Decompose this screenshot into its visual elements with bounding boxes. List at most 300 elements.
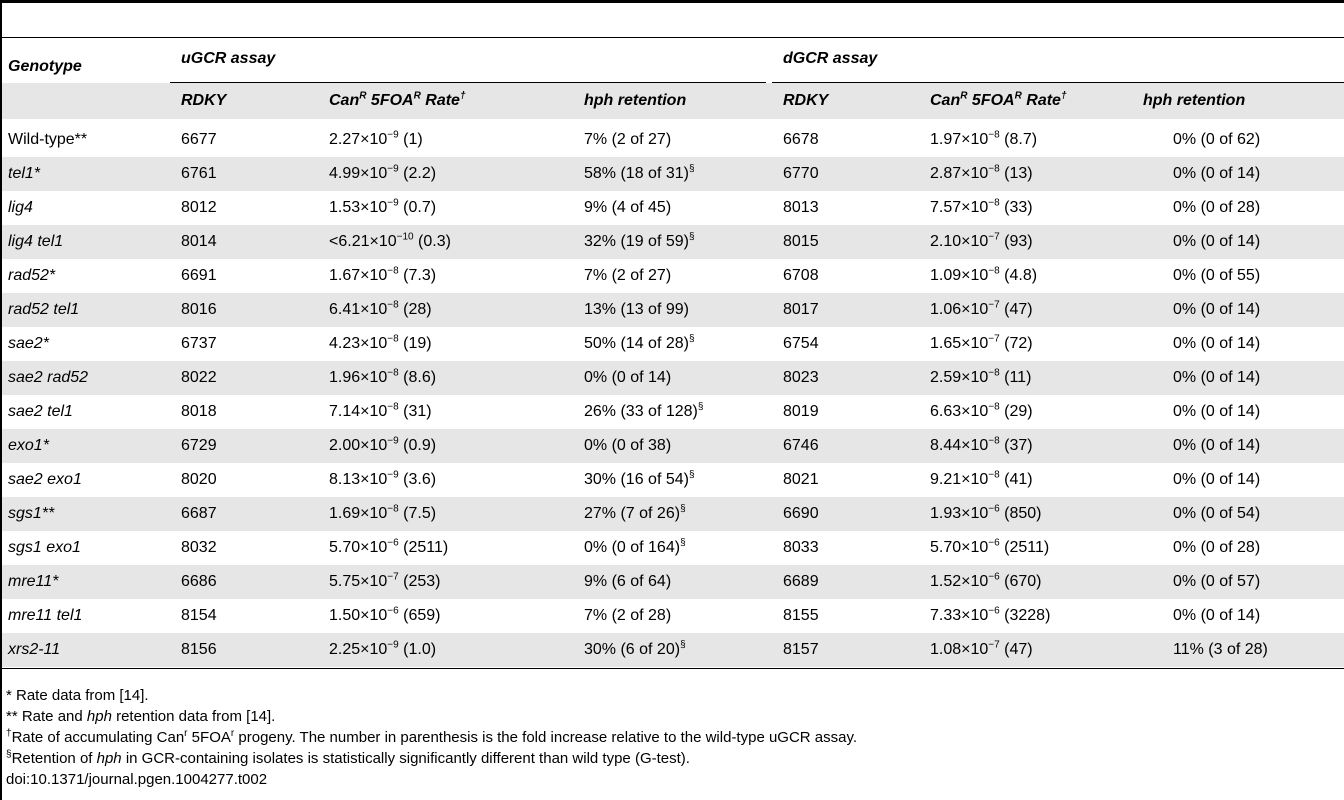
rate-mantissa: 1.65 bbox=[930, 335, 962, 352]
table-row bbox=[2, 395, 1344, 429]
rate-times: ×10 bbox=[961, 437, 989, 454]
d-rate bbox=[930, 640, 1033, 660]
d-rdky-cell: 8019 bbox=[783, 403, 819, 420]
d-rdky-cell: 6708 bbox=[783, 267, 819, 284]
doi-link[interactable]: doi:10.1371/journal.pgen.1004277.t002 bbox=[6, 771, 268, 788]
rate-less-than: < bbox=[329, 233, 339, 250]
header-d-hph: hph retention bbox=[1143, 92, 1246, 109]
rate-mantissa: 6.21 bbox=[338, 233, 370, 250]
u-hph-cell bbox=[584, 300, 689, 320]
rate-exponent: −8 bbox=[387, 401, 399, 413]
u-rate bbox=[329, 640, 436, 660]
rate-mantissa: 1.96 bbox=[329, 369, 361, 386]
u-rate bbox=[329, 504, 436, 524]
rate-times: ×10 bbox=[360, 505, 388, 522]
rate-mantissa: 2.59 bbox=[930, 369, 962, 386]
rate-exponent: −8 bbox=[387, 503, 399, 515]
rate-mantissa: 2.10 bbox=[930, 233, 962, 250]
header-u-hph: hph retention bbox=[584, 92, 687, 109]
rate-fold: (850) bbox=[1004, 505, 1042, 522]
rate-fold: (2.2) bbox=[403, 165, 437, 182]
u-hph-value: 30% (16 of 54) bbox=[584, 471, 689, 488]
rate-fold: (253) bbox=[403, 573, 441, 590]
d-rdky-cell: 6754 bbox=[783, 335, 819, 352]
rate-times: ×10 bbox=[961, 539, 989, 556]
d-rdky-cell: 8013 bbox=[783, 199, 819, 216]
rate-fold: (2511) bbox=[1004, 539, 1050, 556]
u-rdky-cell: 8016 bbox=[181, 301, 217, 318]
rate-exponent: −9 bbox=[387, 163, 399, 175]
rate-times: ×10 bbox=[961, 369, 989, 386]
footnote-rate-hph: ** Rate and hph retention data from [14]. bbox=[6, 708, 276, 725]
d-rdky-cell: 6690 bbox=[783, 505, 819, 522]
u-hph-cell bbox=[584, 198, 671, 218]
genotype-cell: sae2 exo1 bbox=[8, 471, 82, 488]
significance-mark: § bbox=[680, 537, 686, 549]
rate-exponent: −6 bbox=[988, 537, 1000, 549]
d-rate bbox=[930, 504, 1042, 524]
rate-mantissa: 1.06 bbox=[930, 301, 962, 318]
rate-mantissa: 9.21 bbox=[930, 471, 962, 488]
rate-exponent: −8 bbox=[988, 265, 1000, 277]
rate-exponent: −6 bbox=[387, 537, 399, 549]
u-hph-value: 30% (6 of 20) bbox=[584, 641, 681, 658]
rate-times: ×10 bbox=[961, 267, 989, 284]
rate-fold: (28) bbox=[403, 301, 432, 318]
rate-exponent: −6 bbox=[988, 503, 1000, 515]
d-hph-cell: 0% (0 of 57) bbox=[1173, 573, 1261, 590]
rate-exponent: −6 bbox=[387, 605, 399, 617]
d-rate bbox=[930, 606, 1050, 626]
u-hph-cell bbox=[584, 538, 686, 558]
rate-times: ×10 bbox=[360, 335, 388, 352]
d-hph-cell: 0% (0 of 14) bbox=[1173, 403, 1261, 420]
rate-mantissa: 1.09 bbox=[930, 267, 962, 284]
d-rate bbox=[930, 266, 1037, 286]
u-rate bbox=[329, 232, 451, 252]
table-row bbox=[2, 157, 1344, 191]
rate-exponent: −8 bbox=[988, 469, 1000, 481]
u-rate bbox=[329, 538, 448, 558]
d-rdky-cell: 8033 bbox=[783, 539, 819, 556]
rate-exponent: −8 bbox=[988, 163, 1000, 175]
u-rate bbox=[329, 300, 432, 320]
significance-mark: § bbox=[688, 163, 695, 175]
u-hph-value: 7% (2 of 27) bbox=[584, 131, 672, 148]
rate-exponent: −8 bbox=[988, 367, 1000, 379]
rate-exponent: −7 bbox=[387, 571, 399, 583]
rate-times: ×10 bbox=[961, 573, 989, 590]
rate-times: ×10 bbox=[360, 403, 388, 420]
d-rdky-cell: 8017 bbox=[783, 301, 819, 318]
d-rate bbox=[930, 470, 1033, 490]
rate-mantissa: 1.53 bbox=[329, 199, 361, 216]
u-hph-value: 7% (2 of 27) bbox=[584, 267, 672, 284]
u-rate bbox=[329, 436, 436, 456]
header-u-rate: Can$^R$ $5FOA^R$ Rate† bbox=[329, 90, 466, 109]
rate-fold: (47) bbox=[1004, 641, 1033, 658]
rate-times: ×10 bbox=[360, 131, 388, 148]
rate-exponent: −8 bbox=[387, 299, 399, 311]
header-d-rate: Can$^R$ $5FOA^R$ Rate† bbox=[930, 90, 1067, 109]
table-row bbox=[2, 599, 1344, 633]
table-row bbox=[2, 327, 1344, 361]
rate-times: ×10 bbox=[360, 437, 388, 454]
rate-times: ×10 bbox=[961, 641, 989, 658]
u-hph-value: 7% (2 of 28) bbox=[584, 607, 672, 624]
d-rate bbox=[930, 334, 1033, 354]
genotype-cell: exo1* bbox=[8, 437, 49, 454]
rate-mantissa: 2.00 bbox=[329, 437, 361, 454]
u-rate bbox=[329, 266, 436, 286]
significance-mark: § bbox=[688, 231, 695, 243]
header-genotype: Genotype bbox=[8, 58, 82, 75]
table-row bbox=[2, 293, 1344, 327]
table-row bbox=[2, 565, 1344, 599]
rate-times: ×10 bbox=[360, 165, 388, 182]
rate-mantissa: 5.70 bbox=[930, 539, 962, 556]
table-row bbox=[2, 259, 1344, 293]
header-dgcr-assay: dGCR assay bbox=[783, 50, 878, 67]
rate-fold: (2511) bbox=[403, 539, 449, 556]
rate-exponent: −9 bbox=[387, 197, 399, 209]
rate-exponent: −8 bbox=[387, 367, 399, 379]
footnote-rate-data: * Rate data from [14]. bbox=[6, 687, 149, 704]
table-row bbox=[2, 361, 1344, 395]
rate-exponent: −8 bbox=[988, 435, 1000, 447]
u-rate bbox=[329, 606, 441, 626]
d-hph-cell: 0% (0 of 28) bbox=[1173, 539, 1261, 556]
rate-times: ×10 bbox=[961, 471, 989, 488]
u-hph-cell bbox=[584, 368, 671, 388]
rate-fold: (72) bbox=[1004, 335, 1033, 352]
u-hph-value: 58% (18 of 31) bbox=[584, 165, 689, 182]
rate-exponent: −7 bbox=[988, 231, 1000, 243]
u-hph-cell bbox=[584, 266, 671, 286]
rate-times: ×10 bbox=[961, 199, 989, 216]
rate-times: ×10 bbox=[961, 607, 989, 624]
genotype-cell: lig4 tel1 bbox=[8, 233, 64, 250]
rate-fold: (33) bbox=[1004, 199, 1033, 216]
u-hph-value: 0% (0 of 164) bbox=[584, 539, 681, 556]
subheader-row bbox=[2, 83, 1344, 119]
u-hph-value: 0% (0 of 14) bbox=[584, 369, 672, 386]
u-hph-cell bbox=[584, 334, 695, 354]
genotype-cell: mre11 tel1 bbox=[8, 607, 83, 624]
rate-fold: (3228) bbox=[1004, 607, 1051, 624]
significance-mark: § bbox=[680, 503, 686, 515]
rate-fold: (7.5) bbox=[403, 505, 437, 522]
table-row bbox=[2, 225, 1344, 259]
rate-times: ×10 bbox=[961, 131, 989, 148]
genotype-cell: rad52* bbox=[8, 267, 56, 284]
rate-fold: (0.7) bbox=[403, 199, 437, 216]
u-hph-cell bbox=[584, 606, 671, 626]
footnote-dagger: †Rate of accumulating Can$^r$ 5FOA$^r$ progeny. The number in parenthesis is the fold increase relative to the wild-type uGCR assay. bbox=[6, 728, 858, 746]
u-hph-value: 32% (19 of 59) bbox=[584, 233, 689, 250]
rate-times: ×10 bbox=[961, 233, 989, 250]
rate-fold: (7.3) bbox=[403, 267, 437, 284]
d-hph-cell: 11% (3 of 28) bbox=[1173, 641, 1268, 658]
u-hph-value: 26% (33 of 128) bbox=[584, 403, 698, 420]
u-hph-value: 13% (13 of 99) bbox=[584, 301, 689, 318]
rate-exponent: −7 bbox=[988, 333, 1000, 345]
rate-exponent: −10 bbox=[396, 231, 414, 243]
rate-mantissa: 5.70 bbox=[329, 539, 361, 556]
u-rdky-cell: 8022 bbox=[181, 369, 217, 386]
significance-mark: § bbox=[688, 469, 695, 481]
u-rate bbox=[329, 470, 436, 490]
rate-fold: (4.8) bbox=[1004, 267, 1038, 284]
d-rate bbox=[930, 436, 1033, 456]
d-rate bbox=[930, 538, 1049, 558]
d-rate bbox=[930, 198, 1033, 218]
u-hph-cell bbox=[584, 232, 695, 252]
u-hph-cell bbox=[584, 164, 695, 184]
table-row bbox=[2, 123, 1344, 157]
top-border bbox=[0, 0, 1344, 3]
u-rdky-cell: 8018 bbox=[181, 403, 217, 420]
rate-mantissa: 2.25 bbox=[329, 641, 361, 658]
table-row bbox=[2, 497, 1344, 531]
genotype-cell: sgs1** bbox=[8, 505, 55, 522]
d-rdky-cell: 8155 bbox=[783, 607, 819, 624]
u-hph-cell bbox=[584, 436, 671, 456]
rate-mantissa: 1.08 bbox=[930, 641, 962, 658]
rate-times: ×10 bbox=[961, 505, 989, 522]
genotype-cell: lig4 bbox=[8, 199, 33, 216]
u-hph-value: 9% (4 of 45) bbox=[584, 199, 672, 216]
u-rdky-cell: 6687 bbox=[181, 505, 217, 522]
rate-fold: (8.6) bbox=[403, 369, 437, 386]
rate-fold: (13) bbox=[1004, 165, 1033, 182]
genotype-cell: tel1* bbox=[8, 165, 41, 182]
d-hph-cell: 0% (0 of 14) bbox=[1173, 369, 1261, 386]
rate-mantissa: 7.14 bbox=[329, 403, 361, 420]
d-hph-cell: 0% (0 of 14) bbox=[1173, 607, 1261, 624]
genotype-cell: sgs1 exo1 bbox=[8, 539, 81, 556]
rate-fold: (1.0) bbox=[403, 641, 437, 658]
rate-times: ×10 bbox=[360, 199, 388, 216]
d-hph-cell: 0% (0 of 14) bbox=[1173, 437, 1261, 454]
header-d-rdky: RDKY bbox=[783, 92, 829, 109]
rate-fold: (659) bbox=[403, 607, 441, 624]
significance-mark: § bbox=[688, 333, 695, 345]
rate-times: ×10 bbox=[360, 607, 388, 624]
u-rate bbox=[329, 572, 441, 592]
footnote-section: §Retention of hph in GCR-containing isolates is statistically significantly different than wild type (G-test). bbox=[6, 749, 690, 767]
footnotes bbox=[6, 685, 857, 790]
table-row bbox=[2, 191, 1344, 225]
rate-exponent: −8 bbox=[988, 197, 1000, 209]
rate-times: ×10 bbox=[360, 369, 388, 386]
rate-times: ×10 bbox=[360, 641, 388, 658]
rate-exponent: −8 bbox=[988, 129, 1000, 141]
genotype-cell: Wild-type** bbox=[8, 131, 88, 148]
rate-mantissa: 4.99 bbox=[329, 165, 361, 182]
rate-mantissa: 8.13 bbox=[329, 471, 361, 488]
rate-mantissa: 4.23 bbox=[329, 335, 361, 352]
rate-fold: (19) bbox=[403, 335, 432, 352]
significance-mark: § bbox=[680, 639, 686, 651]
d-rdky-cell: 6770 bbox=[783, 165, 819, 182]
u-rdky-cell: 6729 bbox=[181, 437, 217, 454]
rate-mantissa: 2.27 bbox=[329, 131, 361, 148]
rate-exponent: −8 bbox=[988, 401, 1000, 413]
rate-mantissa: 1.52 bbox=[930, 573, 962, 590]
u-rdky-cell: 6691 bbox=[181, 267, 217, 284]
rate-times: ×10 bbox=[360, 301, 388, 318]
rate-mantissa: 5.75 bbox=[329, 573, 361, 590]
rate-times: ×10 bbox=[961, 301, 989, 318]
rate-times: ×10 bbox=[360, 573, 388, 590]
d-rate bbox=[930, 402, 1033, 422]
rate-mantissa: 7.57 bbox=[930, 199, 962, 216]
d-rdky-cell: 8157 bbox=[783, 641, 819, 658]
u-rate bbox=[329, 130, 423, 150]
rate-mantissa: 2.87 bbox=[930, 165, 962, 182]
u-rdky-cell: 8012 bbox=[181, 199, 217, 216]
rate-fold: (8.7) bbox=[1004, 131, 1038, 148]
d-rdky-cell: 6689 bbox=[783, 573, 819, 590]
rate-fold: (41) bbox=[1004, 471, 1033, 488]
u-hph-value: 9% (6 of 64) bbox=[584, 573, 672, 590]
d-rdky-cell: 6678 bbox=[783, 131, 819, 148]
u-hph-cell bbox=[584, 402, 703, 422]
genotype-cell: sae2 tel1 bbox=[8, 403, 73, 420]
d-hph-cell: 0% (0 of 54) bbox=[1173, 505, 1261, 522]
rate-exponent: −6 bbox=[988, 571, 1000, 583]
d-rdky-cell: 6746 bbox=[783, 437, 819, 454]
u-rate bbox=[329, 198, 436, 218]
u-hph-value: 50% (14 of 28) bbox=[584, 335, 689, 352]
rate-fold: (93) bbox=[1004, 233, 1033, 250]
u-rdky-cell: 8154 bbox=[181, 607, 217, 624]
rate-fold: (1) bbox=[403, 131, 423, 148]
rate-times: ×10 bbox=[369, 233, 397, 250]
genotype-cell: rad52 tel1 bbox=[8, 301, 80, 318]
d-rate bbox=[930, 572, 1042, 592]
u-rdky-cell: 6686 bbox=[181, 573, 217, 590]
rate-times: ×10 bbox=[961, 403, 989, 420]
u-hph-value: 27% (7 of 26) bbox=[584, 505, 681, 522]
d-hph-cell: 0% (0 of 14) bbox=[1173, 301, 1261, 318]
d-rate bbox=[930, 130, 1037, 150]
rate-mantissa: 6.41 bbox=[329, 301, 361, 318]
rate-times: ×10 bbox=[961, 165, 989, 182]
rate-times: ×10 bbox=[360, 539, 388, 556]
rate-mantissa: 7.33 bbox=[930, 607, 962, 624]
table-row bbox=[2, 463, 1344, 497]
d-hph-cell: 0% (0 of 14) bbox=[1173, 335, 1261, 352]
rate-mantissa: 1.97 bbox=[930, 131, 962, 148]
u-hph-value: 0% (0 of 38) bbox=[584, 437, 672, 454]
u-rdky-cell: 6737 bbox=[181, 335, 217, 352]
d-rdky-cell: 8021 bbox=[783, 471, 819, 488]
rate-fold: (0.3) bbox=[418, 233, 451, 250]
d-rdky-cell: 8015 bbox=[783, 233, 819, 250]
u-hph-cell bbox=[584, 470, 695, 490]
genotype-cell: sae2* bbox=[8, 335, 49, 352]
rate-exponent: −7 bbox=[988, 639, 1000, 651]
d-rate bbox=[930, 368, 1031, 388]
d-hph-cell: 0% (0 of 14) bbox=[1173, 233, 1261, 250]
d-rdky-cell: 8023 bbox=[783, 369, 819, 386]
rate-exponent: −9 bbox=[387, 129, 399, 141]
d-hph-cell: 0% (0 of 55) bbox=[1173, 267, 1261, 284]
u-hph-cell bbox=[584, 640, 686, 660]
rate-exponent: −9 bbox=[387, 435, 399, 447]
rate-fold: (670) bbox=[1004, 573, 1042, 590]
rate-fold: (3.6) bbox=[403, 471, 437, 488]
table-row bbox=[2, 633, 1344, 667]
u-rdky-cell: 6761 bbox=[181, 165, 217, 182]
d-rate bbox=[930, 164, 1033, 184]
u-hph-cell bbox=[584, 130, 671, 150]
genotype-cell: xrs2-11 bbox=[8, 641, 61, 658]
rate-times: ×10 bbox=[360, 471, 388, 488]
rate-fold: (29) bbox=[1004, 403, 1033, 420]
rate-mantissa: 1.69 bbox=[329, 505, 361, 522]
rate-times: ×10 bbox=[961, 335, 989, 352]
u-hph-cell bbox=[584, 572, 671, 592]
rate-times: ×10 bbox=[360, 267, 388, 284]
genotype-cell: sae2 rad52 bbox=[8, 369, 89, 386]
header-ugcr-assay: uGCR assay bbox=[181, 50, 276, 67]
d-hph-cell: 0% (0 of 28) bbox=[1173, 199, 1261, 216]
rate-fold: (37) bbox=[1004, 437, 1033, 454]
d-hph-cell: 0% (0 of 14) bbox=[1173, 471, 1261, 488]
header-u-rdky: RDKY bbox=[181, 92, 227, 109]
u-hph-cell bbox=[584, 504, 686, 524]
genotype-cell: mre11* bbox=[8, 573, 59, 590]
d-rate bbox=[930, 300, 1033, 320]
rate-exponent: −7 bbox=[988, 299, 1000, 311]
rate-exponent: −8 bbox=[387, 265, 399, 277]
u-rate bbox=[329, 368, 436, 388]
rate-exponent: −9 bbox=[387, 639, 399, 651]
u-rate bbox=[329, 334, 432, 354]
table-bottom-rule bbox=[2, 668, 1344, 669]
rate-mantissa: 6.63 bbox=[930, 403, 962, 420]
d-hph-cell: 0% (0 of 62) bbox=[1173, 131, 1261, 148]
rate-mantissa: 1.50 bbox=[329, 607, 361, 624]
u-rate bbox=[329, 164, 436, 184]
rate-exponent: −6 bbox=[988, 605, 1000, 617]
rate-fold: (31) bbox=[403, 403, 432, 420]
significance-mark: § bbox=[697, 401, 704, 413]
table-row bbox=[2, 531, 1344, 565]
rate-mantissa: 1.67 bbox=[329, 267, 361, 284]
rate-exponent: −8 bbox=[387, 333, 399, 345]
u-rdky-cell: 8014 bbox=[181, 233, 217, 250]
rate-fold: (11) bbox=[1004, 369, 1032, 386]
u-rdky-cell: 6677 bbox=[181, 131, 217, 148]
d-rate bbox=[930, 232, 1033, 252]
u-rdky-cell: 8156 bbox=[181, 641, 217, 658]
rate-mantissa: 1.93 bbox=[930, 505, 962, 522]
d-hph-cell: 0% (0 of 14) bbox=[1173, 165, 1261, 182]
u-rdky-cell: 8020 bbox=[181, 471, 217, 488]
rate-exponent: −9 bbox=[387, 469, 399, 481]
u-rdky-cell: 8032 bbox=[181, 539, 217, 556]
header-top-rule bbox=[2, 37, 1344, 38]
rate-fold: (47) bbox=[1004, 301, 1033, 318]
rate-fold: (0.9) bbox=[403, 437, 437, 454]
table-row bbox=[2, 429, 1344, 463]
u-rate bbox=[329, 402, 432, 422]
rate-mantissa: 8.44 bbox=[930, 437, 962, 454]
